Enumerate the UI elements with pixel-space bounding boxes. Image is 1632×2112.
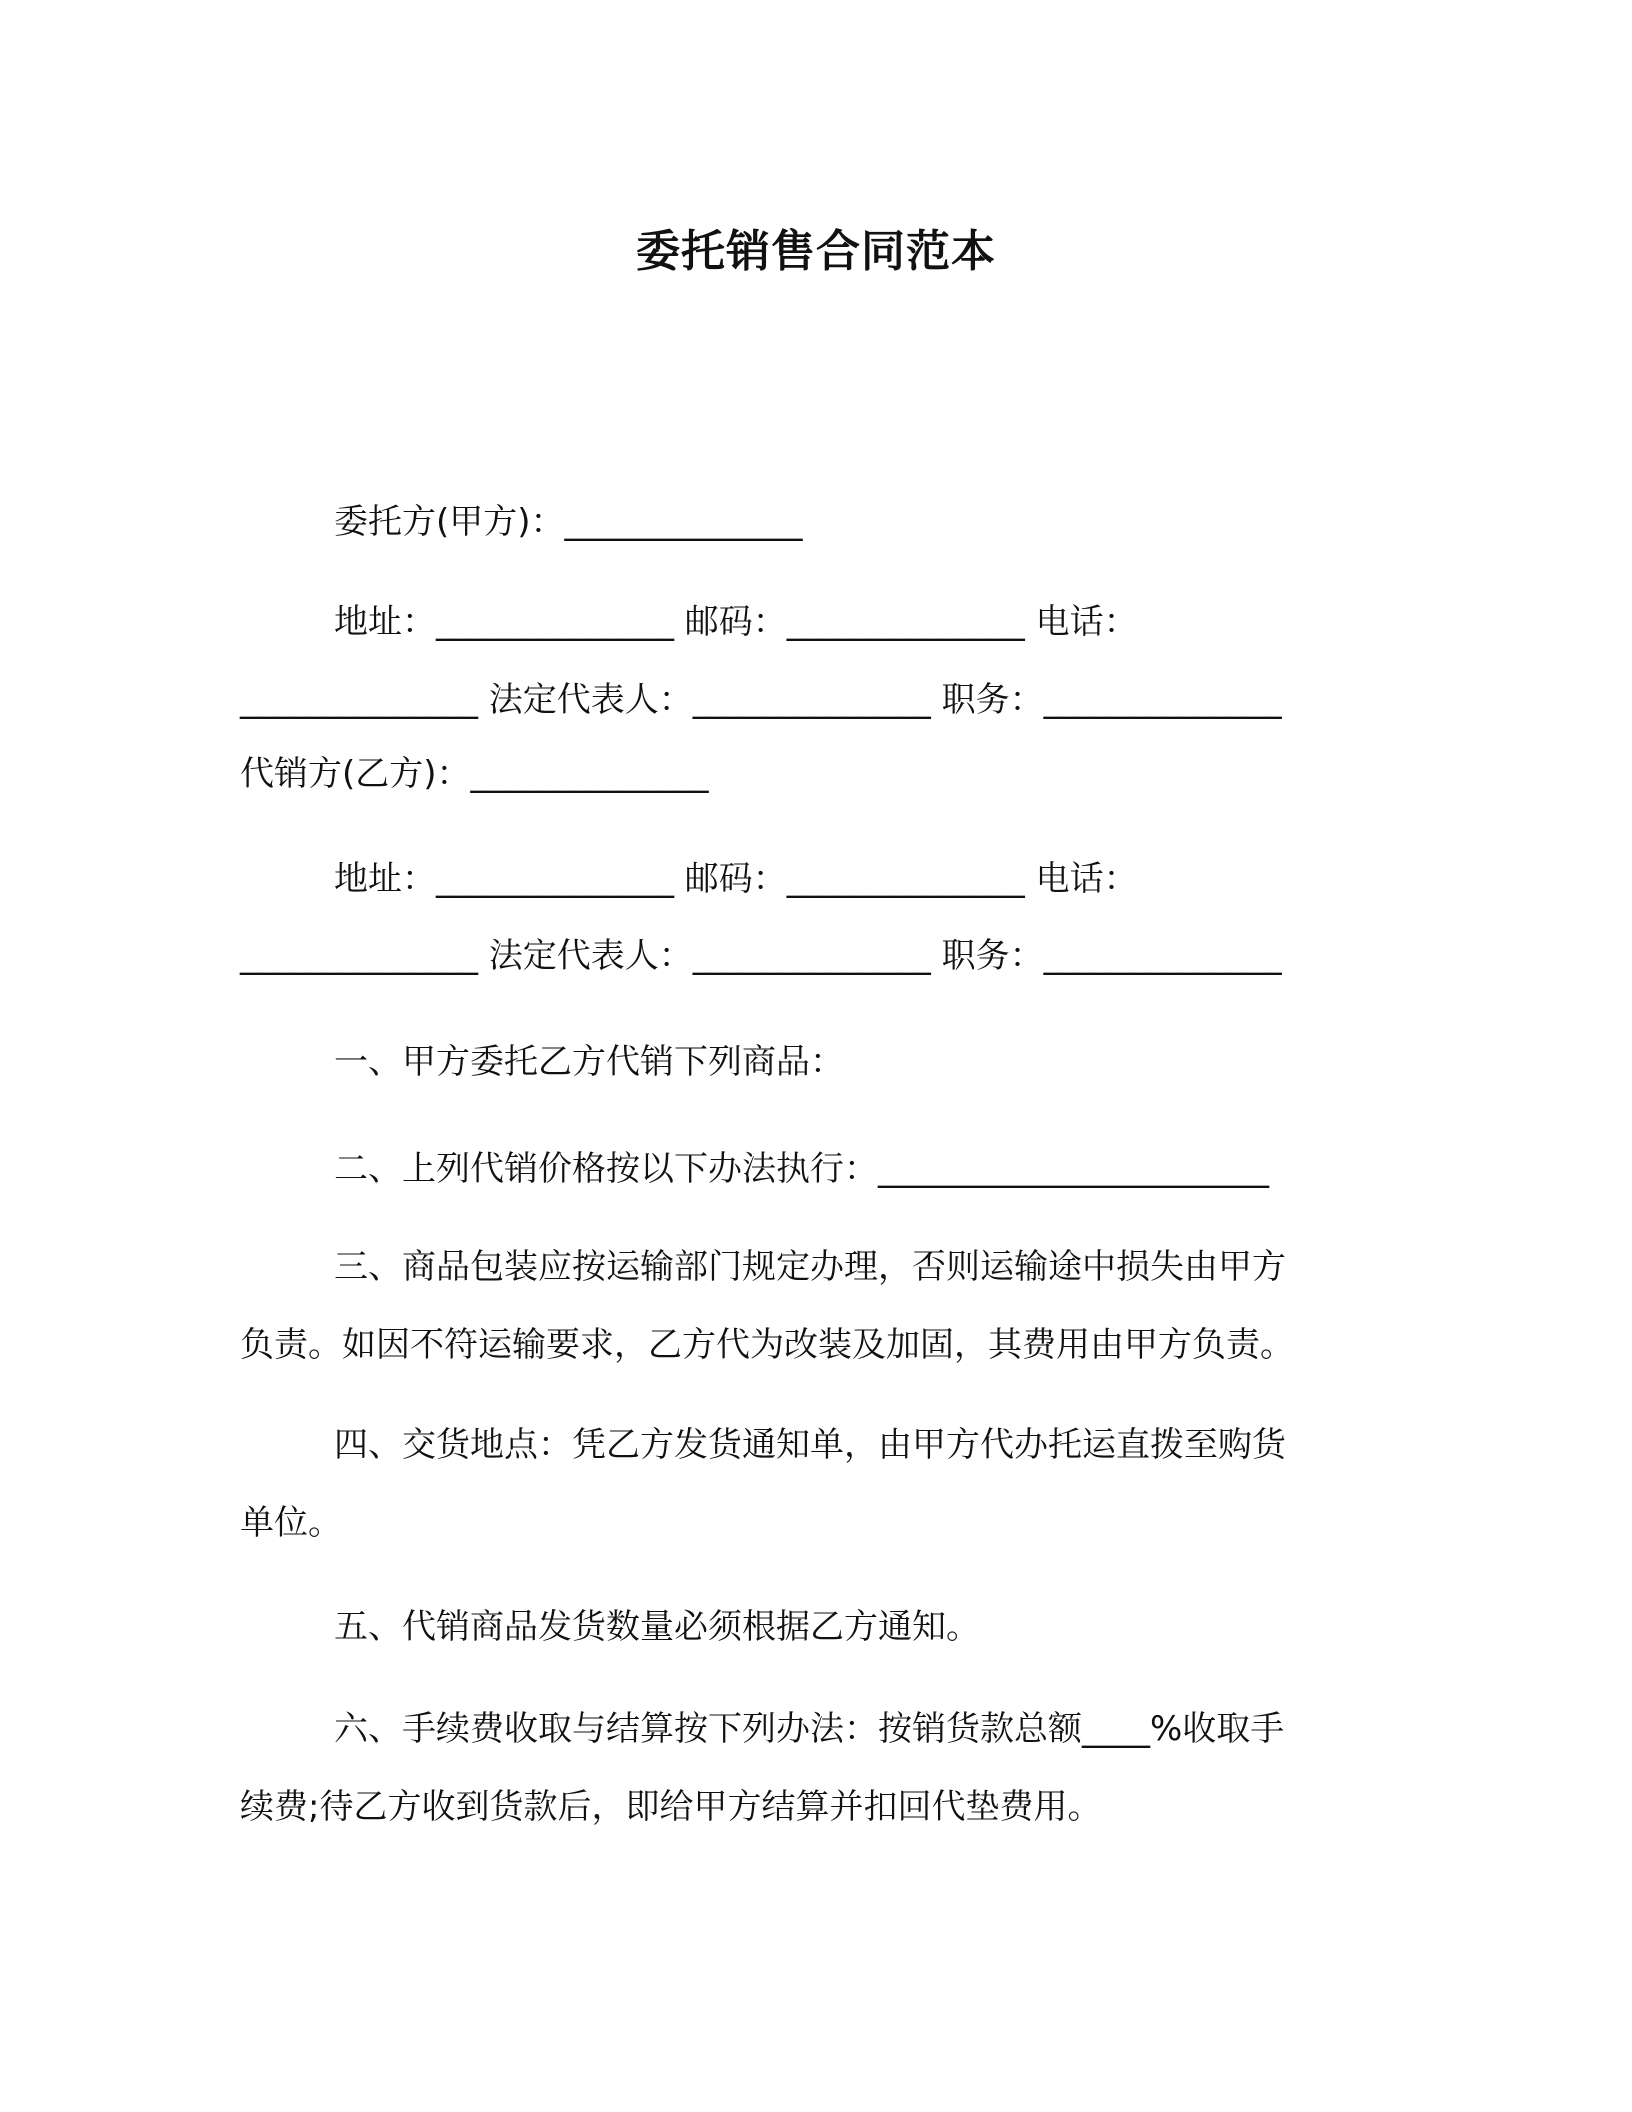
party-a-line: 委托方(甲方)：______________ [334,502,803,542]
clause-3-line-2: 负责。如因不符运输要求，乙方代为改装及加固，其费用由甲方负责。 [240,1325,1294,1365]
document-title: 委托销售合同范本 [636,226,996,277]
clause-6-line-2: 续费;待乙方收到货款后，即给甲方结算并扣回代垫费用。 [240,1787,1102,1827]
party-a-rep-line: ______________ 法定代表人：______________ 职务：______________ [240,680,1282,720]
party-b-line: 代销方(乙方)：______________ [240,754,709,794]
clause-2: 二、上列代销价格按以下办法执行：_______________________ [334,1149,1269,1189]
clause-4-line-2: 单位。 [240,1503,342,1543]
party-a-address-line: 地址：______________ 邮码：______________ 电话： [334,602,1138,642]
clause-3-line-1: 三、商品包装应按运输部门规定办理，否则运输途中损失由甲方 [334,1247,1286,1287]
clause-4-line-1: 四、交货地点：凭乙方发货通知单，由甲方代办托运直拨至购货 [334,1425,1286,1465]
party-b-rep-line: ______________ 法定代表人：______________ 职务：______________ [240,936,1282,976]
clause-1: 一、甲方委托乙方代销下列商品： [334,1042,844,1082]
party-b-address-line: 地址：______________ 邮码：______________ 电话： [334,859,1138,899]
clause-5: 五、代销商品发货数量必须根据乙方通知。 [334,1607,980,1647]
clause-6-line-1: 六、手续费收取与结算按下列办法：按销货款总额____%收取手 [334,1709,1285,1749]
